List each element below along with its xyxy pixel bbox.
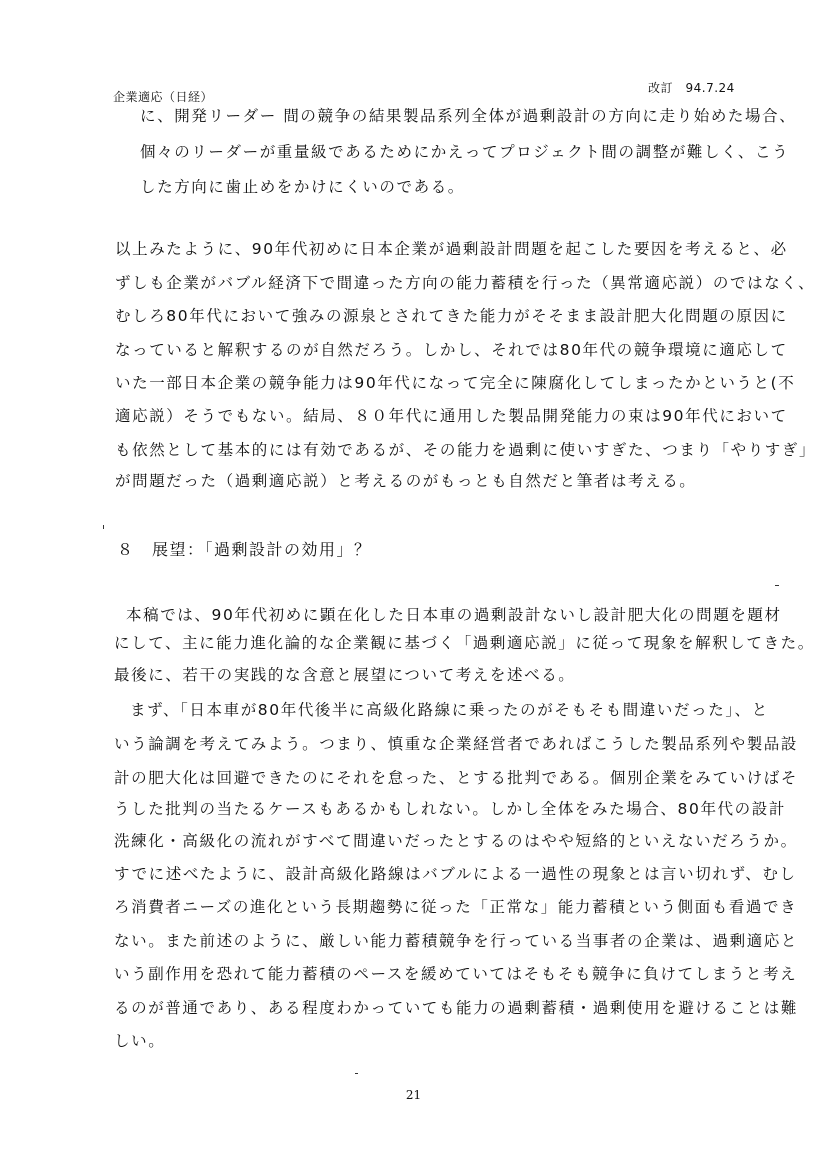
text-line: 以上みたように、90年代初めに日本企業が過剰設計問題を起こした要因を考えると、必	[115, 240, 788, 258]
text-line: も依然として基本的には有効であるが、その能力を過剰に使いすぎた、つまり「やりすぎ」	[115, 441, 817, 459]
text-line: 計の肥大化は回避できたのにそれを怠った、とする批判である。個別企業をみていけばそ	[114, 769, 799, 787]
header-right-revision: 改訂 94.7.24	[648, 81, 735, 95]
text-line: ない。また前述のように、厳しい能力蓄積競争を行っている当事者の企業は、過剰適応と	[114, 932, 799, 950]
text-line: すでに述べたように、設計高級化路線はバブルによる一過性の現象とは言い切れず、むし	[114, 865, 797, 883]
text-line: なっていると解釈するのが自然だろう。しかし、それでは80年代の競争環境に適応して	[115, 341, 788, 359]
text-line: いう副作用を恐れて能力蓄積のペースを緩めていてはそもそも競争に負けてしまうと考え	[114, 965, 798, 983]
text-line: いた一部日本企業の競争能力は90年代になって完全に陳腐化してしまったかというと(不	[115, 374, 796, 392]
text-line: しい。	[114, 1032, 166, 1050]
page-number: 21	[405, 1088, 422, 1102]
text-line: 洗練化・高級化の流れがすべて間違いだったとするのはやや短絡的といえないだろうか。	[114, 832, 798, 850]
text-line: が問題だった（過剰適応説）と考えるのがもっとも自然だと筆者は考える。	[115, 472, 697, 490]
text-line: 個々のリーダーが重量級であるためにかえってプロジェクト間の調整が難しく、こう	[140, 143, 790, 161]
text-line: ろ消費者ニーズの進化という長期趨勢に従った「正常な」能力蓄積という側面も看過でき	[114, 898, 798, 916]
text-line: ずしも企業がバブル経済下で間違った方向の能力蓄積を行った（異常適応説）のではなく、	[115, 274, 816, 292]
scan-mark	[775, 585, 779, 586]
text-line: むしろ80年代において強みの源泉とされてきた能力がそそまま設計肥大化問題の原因に	[115, 307, 788, 325]
text-line: うした批判の当たるケースもあるかもしれない。しかし全体をみた場合、80年代の設計	[114, 800, 786, 818]
section-heading: ８ 展望：「過剰設計の効用」？	[117, 540, 372, 559]
header-left: 企業適応（日経）	[113, 90, 214, 104]
scan-mark	[355, 1073, 358, 1074]
text-line: いう論調を考えてみよう。つまり、慎重な企業経営者であればこうした製品系列や製品設	[114, 735, 799, 753]
text-line: した方向に歯止めをかけにくいのである。	[140, 178, 465, 196]
text-line: 最後に、若干の実践的な含意と展望について考えを述べる。	[114, 666, 576, 684]
text-line: に、開発リーダー 間の競争の結果製品系列全体が過剰設計の方向に走り始めた場合、	[140, 107, 797, 125]
text-line: 適応説）そうでもない。結局、８０年代に通用した製品開発能力の束は90年代において	[115, 407, 788, 425]
text-line: るのが普通であり、ある程度わかっていても能力の過剰蓄積・過剰使用を避けることは難	[114, 999, 799, 1017]
scan-mark	[103, 525, 104, 529]
text-line: 本稿では、90年代初めに顕在化した日本車の過剰設計ないし設計肥大化の問題を題材	[126, 606, 782, 624]
text-line: まず、「日本車が80年代後半に高級化路線に乗ったのがそもそも間違いだった」、と	[130, 701, 769, 719]
text-line: にして、主に能力進化論的な企業観に基づく「過剰適応説」に従って現象を解釈してきた。	[114, 634, 815, 652]
